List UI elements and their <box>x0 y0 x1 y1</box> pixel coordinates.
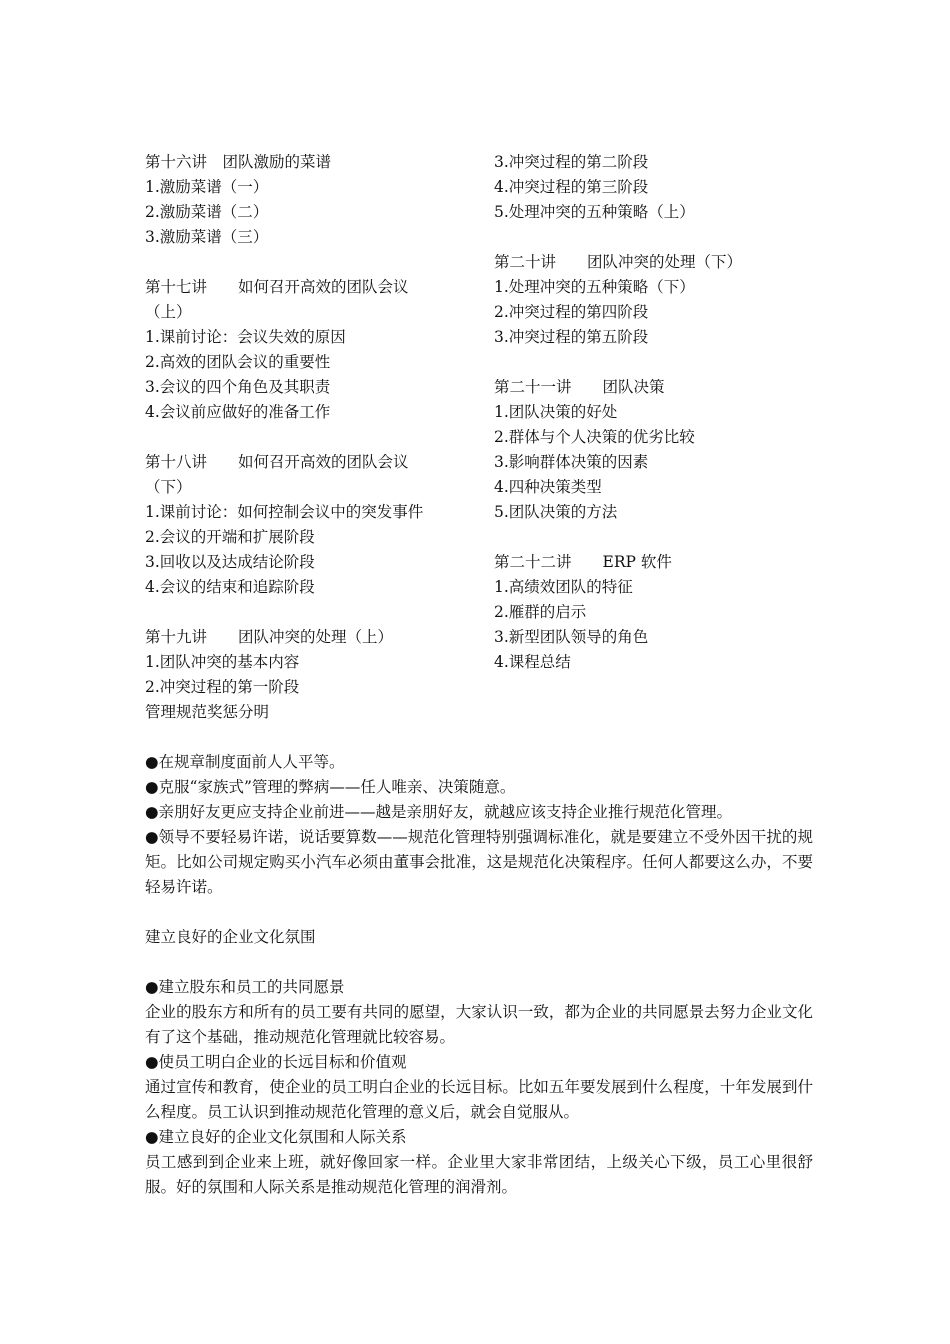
lecture-18-item-1: 1.课前讨论：如何控制会议中的突发事件 <box>145 503 424 521</box>
management-bullet-4: ●领导不要轻易许诺，说话要算数——规范化管理特别强调标准化，就是要建立不受外因干扰的规矩。比如公司规定购买小汽车必须由董事会批准，这是规范化决策程序。任何人都要这么办，不要轻易许诺。 <box>145 828 813 896</box>
spacer <box>145 250 464 275</box>
lecture-20-item-3: 3.冲突过程的第五阶段 <box>494 328 649 346</box>
left-column <box>145 150 464 700</box>
right-column <box>494 150 813 700</box>
lecture-21-heading: 第二十一讲 团队决策 <box>494 378 665 396</box>
lecture-19-continued-item-5: 5.处理冲突的五种策略（上） <box>494 203 695 221</box>
lecture-21-item-5: 5.团队决策的方法 <box>494 503 618 521</box>
lecture-22-item-1: 1.高绩效团队的特征 <box>494 578 633 596</box>
spacer <box>145 900 813 925</box>
lecture-19-continued-item-3: 3.冲突过程的第二阶段 <box>494 153 649 171</box>
lecture-16-item-1: 1.激励菜谱（一） <box>145 178 269 196</box>
management-bullet-2: ●克服“家族式”管理的弊病——任人唯亲、决策随意。 <box>145 778 516 796</box>
spacer <box>494 225 813 250</box>
lecture-20-heading: 第二十讲 团队冲突的处理（下） <box>494 253 743 271</box>
lecture-22-heading: 第二十二讲 ERP 软件 <box>494 553 672 571</box>
culture-text-1: 企业的股东方和所有的员工要有共同的愿望，大家认识一致，都为企业的共同愿景去努力企业文化有了这个基础，推动规范化管理就比较容易。 <box>145 1003 813 1046</box>
lecture-19-item-1: 1.团队冲突的基本内容 <box>145 653 300 671</box>
spacer <box>145 600 464 625</box>
spacer <box>145 425 464 450</box>
lecture-18-heading-line-2: （下） <box>145 478 192 496</box>
culture-bullet-1: ●建立股东和员工的共同愿景 <box>145 978 345 996</box>
spacer <box>494 350 813 375</box>
lecture-17-item-1: 1.课前讨论：会议失效的原因 <box>145 328 346 346</box>
lecture-20-item-2: 2.冲突过程的第四阶段 <box>494 303 649 321</box>
management-bullet-3: ●亲朋好友更应支持企业前进——越是亲朋好友，就越应该支持企业推行规范化管理。 <box>145 803 733 821</box>
lecture-16-item-3: 3.激励菜谱（三） <box>145 228 269 246</box>
lecture-21-item-1: 1.团队决策的好处 <box>494 403 618 421</box>
lecture-19-heading: 第十九讲 团队冲突的处理（上） <box>145 628 394 646</box>
document-content <box>145 150 813 1200</box>
lecture-21-item-4: 4.四种决策类型 <box>494 478 602 496</box>
lecture-22-item-4: 4.课程总结 <box>494 653 571 671</box>
culture-bullet-3: ●建立良好的企业文化氛围和人际关系 <box>145 1128 407 1146</box>
culture-bullet-2: ●使员工明白企业的长远目标和价值观 <box>145 1053 407 1071</box>
spacer <box>145 725 813 750</box>
lecture-18-item-2: 2.会议的开端和扩展阶段 <box>145 528 315 546</box>
lecture-17-heading-line-1: 第十七讲 如何召开高效的团队会议 <box>145 278 409 296</box>
lecture-18-item-3: 3.回收以及达成结论阶段 <box>145 553 315 571</box>
lecture-19-continued-item-4: 4.冲突过程的第三阶段 <box>494 178 649 196</box>
lecture-22-item-3: 3.新型团队领导的角色 <box>494 628 649 646</box>
culture-text-2: 通过宣传和教育，使企业的员工明白企业的长远目标。比如五年要发展到什么程度，十年发展到什么程度。员工认识到推动规范化管理的意义后，就会自觉服从。 <box>145 1078 813 1121</box>
culture-section-title: 建立良好的企业文化氛围 <box>145 928 316 946</box>
spacer <box>494 525 813 550</box>
lecture-17-item-4: 4.会议前应做好的准备工作 <box>145 403 331 421</box>
lecture-17-item-2: 2.高效的团队会议的重要性 <box>145 353 331 371</box>
lecture-20-item-1: 1.处理冲突的五种策略（下） <box>494 278 695 296</box>
lecture-19-item-2: 2.冲突过程的第一阶段 <box>145 678 300 696</box>
lecture-18-heading-line-1: 第十八讲 如何召开高效的团队会议 <box>145 453 409 471</box>
lecture-18-item-4: 4.会议的结束和追踪阶段 <box>145 578 315 596</box>
two-column-outline <box>145 150 813 700</box>
lecture-17-heading-line-2: （上） <box>145 303 192 321</box>
lecture-16-heading: 第十六讲 团队激励的菜谱 <box>145 153 332 171</box>
lecture-21-item-2: 2.群体与个人决策的优劣比较 <box>494 428 695 446</box>
lecture-17-item-3: 3.会议的四个角色及其职责 <box>145 378 331 396</box>
spacer <box>145 950 813 975</box>
management-bullet-1: ●在规章制度面前人人平等。 <box>145 753 345 771</box>
culture-text-3: 员工感到到企业来上班，就好像回家一样。企业里大家非常团结，上级关心下级，员工心里很舒服。好的氛围和人际关系是推动规范化管理的润滑剂。 <box>145 1153 813 1196</box>
lecture-16-item-2: 2.激励菜谱（二） <box>145 203 269 221</box>
management-title: 管理规范奖惩分明 <box>145 703 270 721</box>
lecture-22-item-2: 2.雁群的启示 <box>494 603 587 621</box>
lecture-21-item-3: 3.影响群体决策的因素 <box>494 453 649 471</box>
